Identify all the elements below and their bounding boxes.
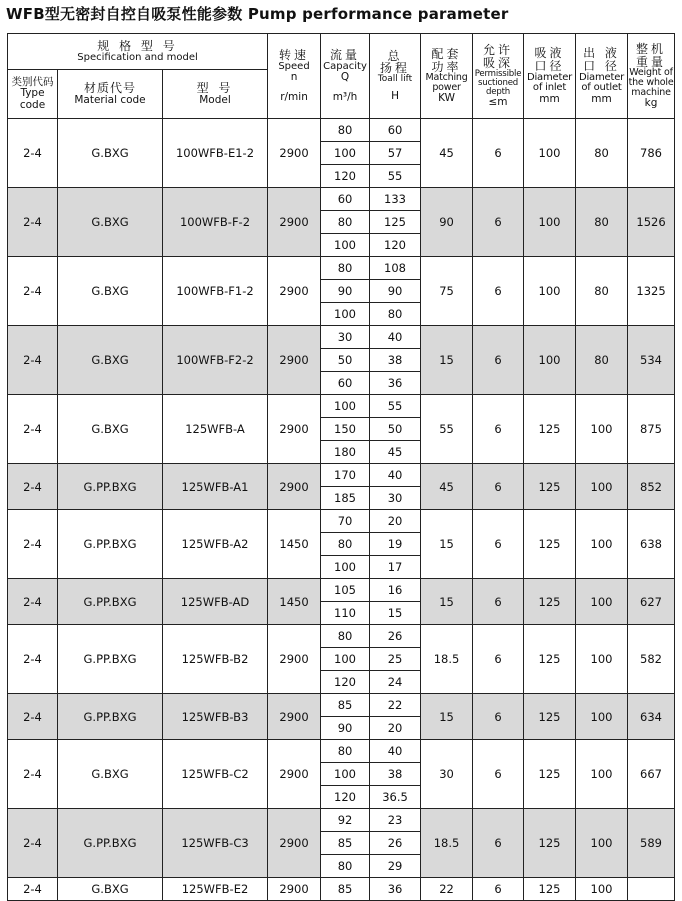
inlet-header: 吸液 口径 Diameter of inlet mm: [524, 34, 576, 119]
capacity-cell: 85: [321, 694, 370, 717]
model-cell: 125WFB-B2: [163, 625, 268, 694]
suction-cell: 6: [473, 119, 524, 188]
capacity-cell: 110: [321, 602, 370, 625]
capacity-cell: 85: [321, 832, 370, 855]
speed-cell: 2900: [268, 878, 321, 901]
power-cell: 75: [421, 257, 473, 326]
capacity-cell: 100: [321, 303, 370, 326]
spec-header-en: Specification and model: [77, 51, 198, 63]
material-code-cell: G.BXG: [58, 395, 163, 464]
lift-cell: 36: [370, 878, 421, 901]
outlet-cell: 100: [576, 809, 628, 878]
lift-cell: 24: [370, 671, 421, 694]
table-row: [8, 625, 675, 648]
lift-cell: 125: [370, 211, 421, 234]
capacity-cell: 80: [321, 855, 370, 878]
type-code-cell: 2-4: [8, 878, 58, 901]
speed-cell: 2900: [268, 188, 321, 257]
capacity-cell: 70: [321, 510, 370, 533]
capacity-cell: 90: [321, 717, 370, 740]
capacity-cell: 60: [321, 188, 370, 211]
power-cell: 15: [421, 326, 473, 395]
lift-cell: 20: [370, 510, 421, 533]
lift-cell: 108: [370, 257, 421, 280]
capacity-cell: 80: [321, 625, 370, 648]
inlet-cell: 125: [524, 510, 576, 579]
speed-cell: 2900: [268, 257, 321, 326]
capacity-cell: 80: [321, 257, 370, 280]
weight-header: 整机 重量 Weight of the whole machine kg: [628, 34, 675, 119]
outlet-cell: 100: [576, 464, 628, 510]
spec-header-cn: 规 格 型 号: [97, 38, 178, 53]
capacity-cell: 50: [321, 349, 370, 372]
lift-cell: 40: [370, 740, 421, 763]
model-cell: 125WFB-A: [163, 395, 268, 464]
weight-cell: 1325: [628, 257, 675, 326]
model-cell: 125WFB-AD: [163, 579, 268, 625]
capacity-cell: 100: [321, 234, 370, 257]
outlet-cell: 100: [576, 878, 628, 901]
weight-cell: 667: [628, 740, 675, 809]
model-cell: 100WFB-E1-2: [163, 119, 268, 188]
inlet-cell: 125: [524, 740, 576, 809]
inlet-cell: 100: [524, 119, 576, 188]
inlet-cell: 100: [524, 257, 576, 326]
lift-cell: 50: [370, 418, 421, 441]
suction-cell: 6: [473, 625, 524, 694]
model-header: 型 号 Model: [163, 70, 268, 119]
weight-cell: 875: [628, 395, 675, 464]
table-row: [8, 326, 675, 349]
speed-cell: 2900: [268, 740, 321, 809]
capacity-cell: 80: [321, 211, 370, 234]
material-code-cell: G.BXG: [58, 740, 163, 809]
inlet-cell: 100: [524, 188, 576, 257]
power-cell: 45: [421, 464, 473, 510]
speed-cell: 1450: [268, 510, 321, 579]
pump-parameter-table: [7, 33, 675, 901]
weight-cell: 1526: [628, 188, 675, 257]
capacity-cell: 90: [321, 280, 370, 303]
table-row: [8, 878, 675, 901]
lift-cell: 19: [370, 533, 421, 556]
type-code-cell: 2-4: [8, 464, 58, 510]
power-cell: 55: [421, 395, 473, 464]
table-row: [8, 119, 675, 142]
model-cell: 125WFB-A1: [163, 464, 268, 510]
material-code-cell: G.PP.BXG: [58, 464, 163, 510]
lift-cell: 60: [370, 119, 421, 142]
table-row: [8, 510, 675, 533]
table-row: [8, 694, 675, 717]
lift-cell: 22: [370, 694, 421, 717]
lift-cell: 17: [370, 556, 421, 579]
weight-cell: [628, 878, 675, 901]
speed-header: 转速 Speed n r/min: [268, 34, 321, 119]
lift-cell: 25: [370, 648, 421, 671]
model-cell: 100WFB-F1-2: [163, 257, 268, 326]
lift-cell: 55: [370, 165, 421, 188]
capacity-cell: 185: [321, 487, 370, 510]
table-row: [8, 740, 675, 763]
suction-cell: 6: [473, 878, 524, 901]
suction-cell: 6: [473, 326, 524, 395]
model-cell: 125WFB-E2: [163, 878, 268, 901]
model-cell: 125WFB-C2: [163, 740, 268, 809]
table-row: [8, 464, 675, 487]
lift-cell: 36: [370, 372, 421, 395]
speed-cell: 2900: [268, 326, 321, 395]
capacity-cell: 85: [321, 878, 370, 901]
speed-cell: 2900: [268, 625, 321, 694]
capacity-cell: 100: [321, 763, 370, 786]
inlet-cell: 125: [524, 625, 576, 694]
power-cell: 15: [421, 579, 473, 625]
type-code-cell: 2-4: [8, 740, 58, 809]
capacity-cell: 120: [321, 786, 370, 809]
lift-cell: 133: [370, 188, 421, 211]
model-cell: 100WFB-F2-2: [163, 326, 268, 395]
type-code-cell: 2-4: [8, 395, 58, 464]
capacity-cell: 120: [321, 671, 370, 694]
lift-cell: 38: [370, 349, 421, 372]
type-code-cell: 2-4: [8, 188, 58, 257]
capacity-cell: 30: [321, 326, 370, 349]
outlet-header: 出 液 口 径 Diameter of outlet mm: [576, 34, 628, 119]
material-code-header: 材质代号 Material code: [58, 70, 163, 119]
suction-cell: 6: [473, 188, 524, 257]
outlet-cell: 80: [576, 326, 628, 395]
material-code-cell: G.PP.BXG: [58, 625, 163, 694]
lift-cell: 20: [370, 717, 421, 740]
material-code-cell: G.PP.BXG: [58, 579, 163, 625]
type-code-cell: 2-4: [8, 579, 58, 625]
outlet-cell: 100: [576, 395, 628, 464]
weight-cell: 852: [628, 464, 675, 510]
capacity-cell: 60: [321, 372, 370, 395]
power-header: 配套 功率 Matching power KW: [421, 34, 473, 119]
type-code-cell: 2-4: [8, 625, 58, 694]
weight-cell: 534: [628, 326, 675, 395]
material-code-cell: G.BXG: [58, 878, 163, 901]
lift-cell: 40: [370, 326, 421, 349]
lift-cell: 23: [370, 809, 421, 832]
weight-cell: 634: [628, 694, 675, 740]
speed-cell: 2900: [268, 119, 321, 188]
lift-cell: 26: [370, 832, 421, 855]
type-code-cell: 2-4: [8, 694, 58, 740]
speed-cell: 2900: [268, 464, 321, 510]
material-code-cell: G.PP.BXG: [58, 510, 163, 579]
capacity-cell: 80: [321, 740, 370, 763]
inlet-cell: 125: [524, 579, 576, 625]
table-row: [8, 257, 675, 280]
capacity-cell: 180: [321, 441, 370, 464]
suction-cell: 6: [473, 464, 524, 510]
lift-cell: 40: [370, 464, 421, 487]
power-cell: 15: [421, 510, 473, 579]
table-body: [8, 119, 675, 901]
suction-cell: 6: [473, 257, 524, 326]
weight-cell: 638: [628, 510, 675, 579]
lift-cell: 57: [370, 142, 421, 165]
type-code-header: 类别代码 Type code: [8, 70, 58, 119]
spec-header: [8, 34, 268, 70]
material-code-cell: G.PP.BXG: [58, 694, 163, 740]
power-cell: 18.5: [421, 625, 473, 694]
outlet-cell: 100: [576, 510, 628, 579]
capacity-cell: 100: [321, 395, 370, 418]
power-cell: 90: [421, 188, 473, 257]
weight-cell: 786: [628, 119, 675, 188]
capacity-cell: 100: [321, 142, 370, 165]
speed-cell: 2900: [268, 395, 321, 464]
inlet-cell: 100: [524, 326, 576, 395]
capacity-cell: 170: [321, 464, 370, 487]
lift-cell: 16: [370, 579, 421, 602]
capacity-cell: 150: [321, 418, 370, 441]
model-cell: 100WFB-F-2: [163, 188, 268, 257]
lift-cell: 38: [370, 763, 421, 786]
lift-cell: 36.5: [370, 786, 421, 809]
lift-header: 总 扬程 Toall lift H: [370, 34, 421, 119]
outlet-cell: 80: [576, 188, 628, 257]
material-code-cell: G.BXG: [58, 257, 163, 326]
suction-cell: 6: [473, 694, 524, 740]
material-code-cell: G.PP.BXG: [58, 809, 163, 878]
speed-cell: 2900: [268, 694, 321, 740]
model-cell: 125WFB-B3: [163, 694, 268, 740]
material-code-cell: G.BXG: [58, 326, 163, 395]
power-cell: 30: [421, 740, 473, 809]
inlet-cell: 125: [524, 694, 576, 740]
outlet-cell: 100: [576, 694, 628, 740]
lift-cell: 45: [370, 441, 421, 464]
table-row: [8, 188, 675, 211]
suction-cell: 6: [473, 809, 524, 878]
type-code-cell: 2-4: [8, 809, 58, 878]
capacity-cell: 120: [321, 165, 370, 188]
lift-cell: 30: [370, 487, 421, 510]
power-cell: 45: [421, 119, 473, 188]
material-code-cell: G.BXG: [58, 188, 163, 257]
type-code-cell: 2-4: [8, 326, 58, 395]
table-row: [8, 395, 675, 418]
outlet-cell: 100: [576, 579, 628, 625]
material-code-cell: G.BXG: [58, 119, 163, 188]
suction-header: 允许 吸深 Permissible suctioned depth ≤m: [473, 34, 524, 119]
table-row: [8, 809, 675, 832]
model-cell: 125WFB-A2: [163, 510, 268, 579]
power-cell: 18.5: [421, 809, 473, 878]
speed-cell: 1450: [268, 579, 321, 625]
capacity-cell: 100: [321, 648, 370, 671]
weight-cell: 627: [628, 579, 675, 625]
page-title: WFB型无密封自控自吸泵性能参数 Pump performance parameter: [6, 5, 509, 23]
type-code-cell: 2-4: [8, 257, 58, 326]
capacity-cell: 92: [321, 809, 370, 832]
inlet-cell: 125: [524, 878, 576, 901]
table-row: [8, 579, 675, 602]
type-code-cell: 2-4: [8, 510, 58, 579]
speed-cell: 2900: [268, 809, 321, 878]
lift-cell: 55: [370, 395, 421, 418]
lift-cell: 15: [370, 602, 421, 625]
inlet-cell: 125: [524, 809, 576, 878]
lift-cell: 29: [370, 855, 421, 878]
model-cell: 125WFB-C3: [163, 809, 268, 878]
inlet-cell: 125: [524, 464, 576, 510]
lift-cell: 90: [370, 280, 421, 303]
inlet-cell: 125: [524, 395, 576, 464]
lift-cell: 26: [370, 625, 421, 648]
capacity-cell: 80: [321, 533, 370, 556]
capacity-cell: 105: [321, 579, 370, 602]
suction-cell: 6: [473, 579, 524, 625]
outlet-cell: 80: [576, 257, 628, 326]
power-cell: 15: [421, 694, 473, 740]
power-cell: 22: [421, 878, 473, 901]
outlet-cell: 100: [576, 625, 628, 694]
lift-cell: 120: [370, 234, 421, 257]
outlet-cell: 100: [576, 740, 628, 809]
type-code-cell: 2-4: [8, 119, 58, 188]
suction-cell: 6: [473, 395, 524, 464]
outlet-cell: 80: [576, 119, 628, 188]
suction-cell: 6: [473, 740, 524, 809]
capacity-cell: 80: [321, 119, 370, 142]
weight-cell: 589: [628, 809, 675, 878]
suction-cell: 6: [473, 510, 524, 579]
capacity-cell: 100: [321, 556, 370, 579]
lift-cell: 80: [370, 303, 421, 326]
capacity-header: 流量 Capacity Q m³/h: [321, 34, 370, 119]
weight-cell: 582: [628, 625, 675, 694]
